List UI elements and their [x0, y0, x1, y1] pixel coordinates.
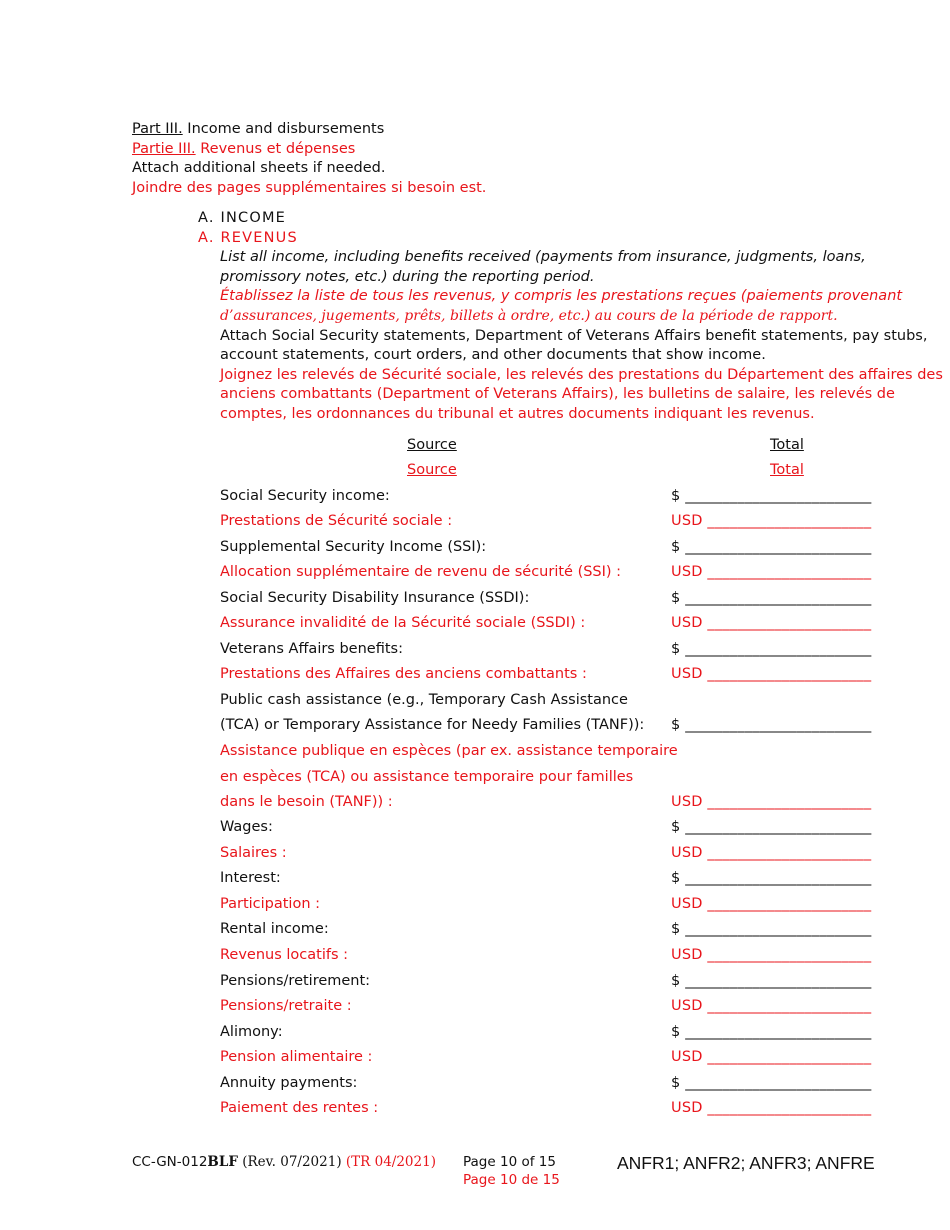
row-label: Veterans Affairs benefits:: [220, 641, 403, 657]
total-header-fr: Total: [770, 462, 804, 478]
income-row-fr: [220, 842, 900, 864]
income-row: [220, 816, 900, 838]
amount-blank-fr[interactable]: USD ______________________: [671, 615, 872, 631]
row-label-fr: Prestations des Affaires des anciens combattants :: [220, 666, 587, 682]
part-heading-fr: [132, 140, 355, 160]
instruction-line-1: List all income, including benefits received (payments from insurance, judgments, loans,: [220, 249, 866, 265]
amount-blank[interactable]: $ _________________________: [671, 973, 872, 989]
income-row: [220, 587, 900, 609]
row-label: Social Security income:: [220, 488, 390, 504]
row-label-fr: Allocation supplémentaire de revenu de sécurité (SSI) :: [220, 564, 622, 580]
income-row: [220, 1072, 900, 1094]
row-label-fr: Pensions/retraite :: [220, 998, 352, 1014]
instruction-fr-line-2: d’assurances, jugements, prêts, billets à ordre, etc.) au cours de la période de rapport.: [220, 308, 838, 324]
form-id: [132, 1154, 436, 1170]
row-label-fr: Participation :: [220, 896, 321, 912]
attach-docs-fr-line-3: comptes, les ordonnances du tribunal et autres documents indiquant les revenus.: [220, 406, 815, 422]
row-label: Social Security Disability Insurance (SSDI):: [220, 590, 530, 606]
amount-blank[interactable]: $ _________________________: [671, 590, 872, 606]
form-code: CC-GN-012: [132, 1154, 208, 1170]
part-label-fr: Partie III.: [132, 141, 196, 157]
row-label: Alimony:: [220, 1024, 283, 1040]
attach-docs-fr-line-2: anciens combattants (Department of Veterans Affairs), les bulletins de salaire, les relevés de: [220, 386, 895, 402]
instruction-fr-line-1: Établissez la liste de tous les revenus, y compris les prestations reçues (paiements provenant: [220, 288, 903, 304]
row-label: Pensions/retirement:: [220, 973, 371, 989]
part-label: Part III.: [132, 121, 183, 137]
amount-blank[interactable]: $ _________________________: [671, 921, 872, 937]
income-row: [220, 970, 900, 992]
row-label: Supplemental Security Income (SSI):: [220, 539, 487, 555]
row-label-fr: dans le besoin (TANF)) :: [220, 794, 393, 810]
amount-blank[interactable]: $ _________________________: [671, 870, 872, 886]
amount-blank[interactable]: $ _________________________: [671, 488, 872, 504]
form-codes: ANFR1; ANFR2; ANFR3; ANFRE: [617, 1153, 875, 1173]
amount-blank-fr[interactable]: USD ______________________: [671, 564, 872, 580]
part-title-fr: Revenus et dépenses: [195, 141, 356, 157]
income-row-fr: [220, 893, 900, 915]
amount-blank[interactable]: $ _________________________: [671, 1024, 872, 1040]
income-row: [220, 918, 900, 940]
amount-blank[interactable]: $ _________________________: [671, 539, 872, 555]
income-row-fr: [220, 510, 900, 532]
public-cash-line-1: Public cash assistance (e.g., Temporary Cash Assistance: [220, 692, 628, 708]
amount-blank-fr[interactable]: USD ______________________: [671, 845, 872, 861]
attach-docs-fr-line-1: Joignez les relevés de Sécurité sociale, les relevés des prestations du Département des affaires des: [220, 367, 943, 383]
amount-blank[interactable]: $ _________________________: [671, 819, 872, 835]
income-row-fr: [220, 944, 900, 966]
section-title: A. INCOME: [198, 210, 287, 226]
row-label-fr: Assurance invalidité de la Sécurité sociale (SSDI) :: [220, 615, 586, 631]
income-row: [220, 714, 900, 736]
source-header-fr: Source: [407, 462, 457, 478]
amount-blank-fr[interactable]: USD ______________________: [671, 998, 872, 1014]
total-header: Total: [770, 437, 804, 453]
income-row: [220, 638, 900, 660]
income-row: [220, 867, 900, 889]
row-label-fr: Revenus locatifs :: [220, 947, 349, 963]
income-row-fr: [220, 561, 900, 583]
attach-docs-line-2: account statements, court orders, and other documents that show income.: [220, 347, 766, 363]
attach-note: Attach additional sheets if needed.: [132, 160, 386, 176]
amount-blank-fr[interactable]: USD ______________________: [671, 794, 872, 810]
income-row-fr: [220, 1046, 900, 1068]
form-code-bold: BLF: [207, 1154, 238, 1170]
amount-blank-fr[interactable]: USD ______________________: [671, 1049, 872, 1065]
source-header: Source: [407, 437, 457, 453]
row-label-fr: Pension alimentaire :: [220, 1049, 373, 1065]
amount-blank[interactable]: $ _________________________: [671, 641, 872, 657]
income-row-fr: [220, 791, 900, 813]
amount-blank-fr[interactable]: USD ______________________: [671, 896, 872, 912]
row-label: Annuity payments:: [220, 1075, 358, 1091]
form-translation: (TR 04/2021): [345, 1154, 436, 1170]
attach-docs-line-1: Attach Social Security statements, Department of Veterans Affairs benefit statements, pay stubs,: [220, 328, 928, 344]
part-heading: [132, 120, 384, 140]
instruction-line-2: promissory notes, etc.) during the reporting period.: [220, 269, 595, 285]
page-number: Page 10 of 15: [463, 1154, 556, 1170]
row-label: Rental income:: [220, 921, 329, 937]
section-title-fr: A. REVENUS: [198, 230, 298, 246]
row-label: (TCA) or Temporary Assistance for Needy Families (TANF)):: [220, 717, 645, 733]
income-row-fr: [220, 995, 900, 1017]
amount-blank[interactable]: $ _________________________: [671, 717, 872, 733]
income-row: [220, 485, 900, 507]
income-row-fr: [220, 612, 900, 634]
amount-blank-fr[interactable]: USD ______________________: [671, 513, 872, 529]
row-label-fr: Paiement des rentes :: [220, 1100, 379, 1116]
amount-blank-fr[interactable]: USD ______________________: [671, 1100, 872, 1116]
page-number-fr: Page 10 de 15: [463, 1172, 560, 1188]
amount-blank-fr[interactable]: USD ______________________: [671, 666, 872, 682]
row-label-fr: Prestations de Sécurité sociale :: [220, 513, 453, 529]
part-title: Income and disbursements: [182, 121, 385, 137]
amount-blank[interactable]: $ _________________________: [671, 1075, 872, 1091]
income-row-fr: [220, 1097, 900, 1119]
income-row: [220, 536, 900, 558]
public-cash-fr-line-1: Assistance publique en espèces (par ex. assistance temporaire: [220, 743, 678, 759]
attach-note-fr: Joindre des pages supplémentaires si besoin est.: [132, 180, 487, 196]
income-row: [220, 1021, 900, 1043]
row-label: Wages:: [220, 819, 273, 835]
public-cash-fr-line-2: en espèces (TCA) ou assistance temporaire pour familles: [220, 769, 634, 785]
row-label-fr: Salaires :: [220, 845, 287, 861]
form-revision: (Rev. 07/2021): [237, 1154, 346, 1170]
row-label: Interest:: [220, 870, 281, 886]
amount-blank-fr[interactable]: USD ______________________: [671, 947, 872, 963]
income-row-fr: [220, 663, 900, 685]
